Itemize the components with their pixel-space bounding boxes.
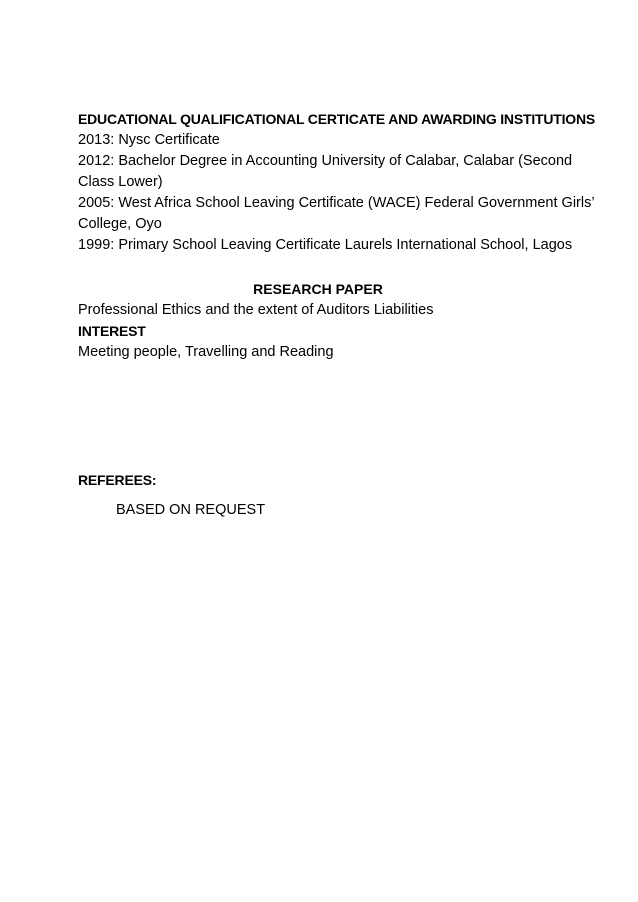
interest-heading: INTEREST (78, 323, 146, 339)
referees-section (78, 470, 578, 491)
research-paper-text: Professional Ethics and the extent of Auditors Liabilities (78, 302, 434, 318)
education-entry: 2005: West Africa School Leaving Certificate (WACE) Federal Government Girls’ (78, 195, 595, 211)
education-section (78, 109, 596, 256)
education-entry: 2012: Bachelor Degree in Accounting University of Calabar, Calabar (Second (78, 153, 573, 169)
education-entry: 2013: Nysc Certificate (78, 132, 220, 148)
education-entry: Class Lower) (78, 174, 163, 190)
education-entry: 1999: Primary School Leaving Certificate Laurels International School, Lagos (78, 237, 573, 253)
education-heading: EDUCATIONAL QUALIFICATIONAL CERTICATE AND AWARDING INSTITUTIONS (78, 111, 596, 127)
referees-text: BASED ON REQUEST (116, 502, 266, 518)
interest-text: Meeting people, Travelling and Reading (78, 344, 334, 360)
education-entry: College, Oyo (78, 216, 162, 232)
referees-heading: REFEREES: (78, 472, 157, 488)
research-interest-section (78, 300, 578, 363)
research-paper-heading: RESEARCH PAPER (253, 281, 383, 297)
